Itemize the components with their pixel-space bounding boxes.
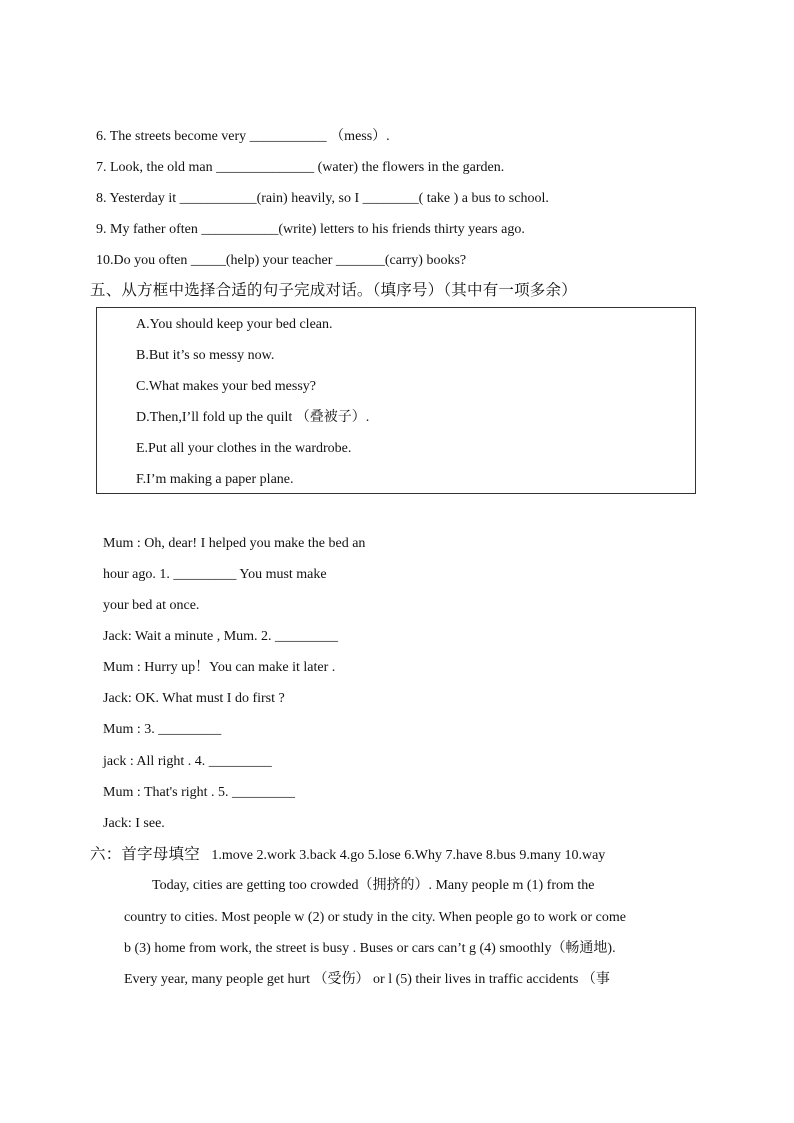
dialogue-line: Jack: I see. [103, 816, 165, 831]
passage-line: Today, cities are getting too crowded（拥挤的）. Many people m (1) from the [152, 878, 595, 893]
option-a: A.You should keep your bed clean. [136, 317, 333, 332]
question-8: 8. Yesterday it ___________(rain) heavily, so I ________( take ) a bus to school. [96, 191, 549, 206]
section-five-heading: 五、从方框中选择合适的句子完成对话。（填序号）（其中有一项多余） [90, 282, 577, 299]
section-six-heading: 六：首字母填空 [90, 846, 200, 863]
dialogue-line: Mum : 3. _________ [103, 722, 222, 737]
word-bank: 1.move 2.work 3.back 4.go 5.lose 6.Why 7.have 8.bus 9.many 10.way [211, 848, 606, 863]
dialogue-line: Mum : Hurry up！You can make it later . [103, 660, 336, 675]
option-c: C.What makes your bed messy? [136, 379, 317, 394]
passage-line: country to cities. Most people w (2) or study in the city. When people go to work or come [124, 910, 626, 925]
option-d: D.Then,I’ll fold up the quilt （叠被子）. [136, 410, 370, 425]
option-e: E.Put all your clothes in the wardrobe. [136, 441, 352, 456]
question-9: 9. My father often ___________(write) letters to his friends thirty years ago. [96, 222, 525, 237]
options-box [96, 307, 696, 494]
dialogue-line: hour ago. 1. _________ You must make [103, 567, 327, 582]
option-b: B.But it’s so messy now. [136, 348, 275, 363]
option-f: F.I’m making a paper plane. [136, 472, 294, 487]
passage-line: b (3) home from work, the street is busy . Buses or cars can’t g (4) smoothly（畅通地). [124, 941, 616, 956]
question-10: 10.Do you often _____(help) your teacher _______(carry) books? [96, 253, 467, 268]
passage-line: Every year, many people get hurt （受伤） or l (5) their lives in traffic accidents （事 [124, 972, 610, 987]
dialogue-line: jack : All right . 4. _________ [103, 754, 272, 769]
dialogue-line: your bed at once. [103, 598, 200, 613]
dialogue-line: Jack: OK. What must I do first ? [103, 691, 285, 706]
section-six-header [90, 846, 605, 865]
dialogue-line: Mum : Oh, dear! I helped you make the bed an [103, 536, 366, 551]
question-6: 6. The streets become very ___________ （mess）. [96, 129, 390, 144]
dialogue-line: Jack: Wait a minute , Mum. 2. _________ [103, 629, 339, 644]
dialogue-line: Mum : That's right . 5. _________ [103, 785, 296, 800]
question-7: 7. Look, the old man ______________ (water) the flowers in the garden. [96, 160, 505, 175]
